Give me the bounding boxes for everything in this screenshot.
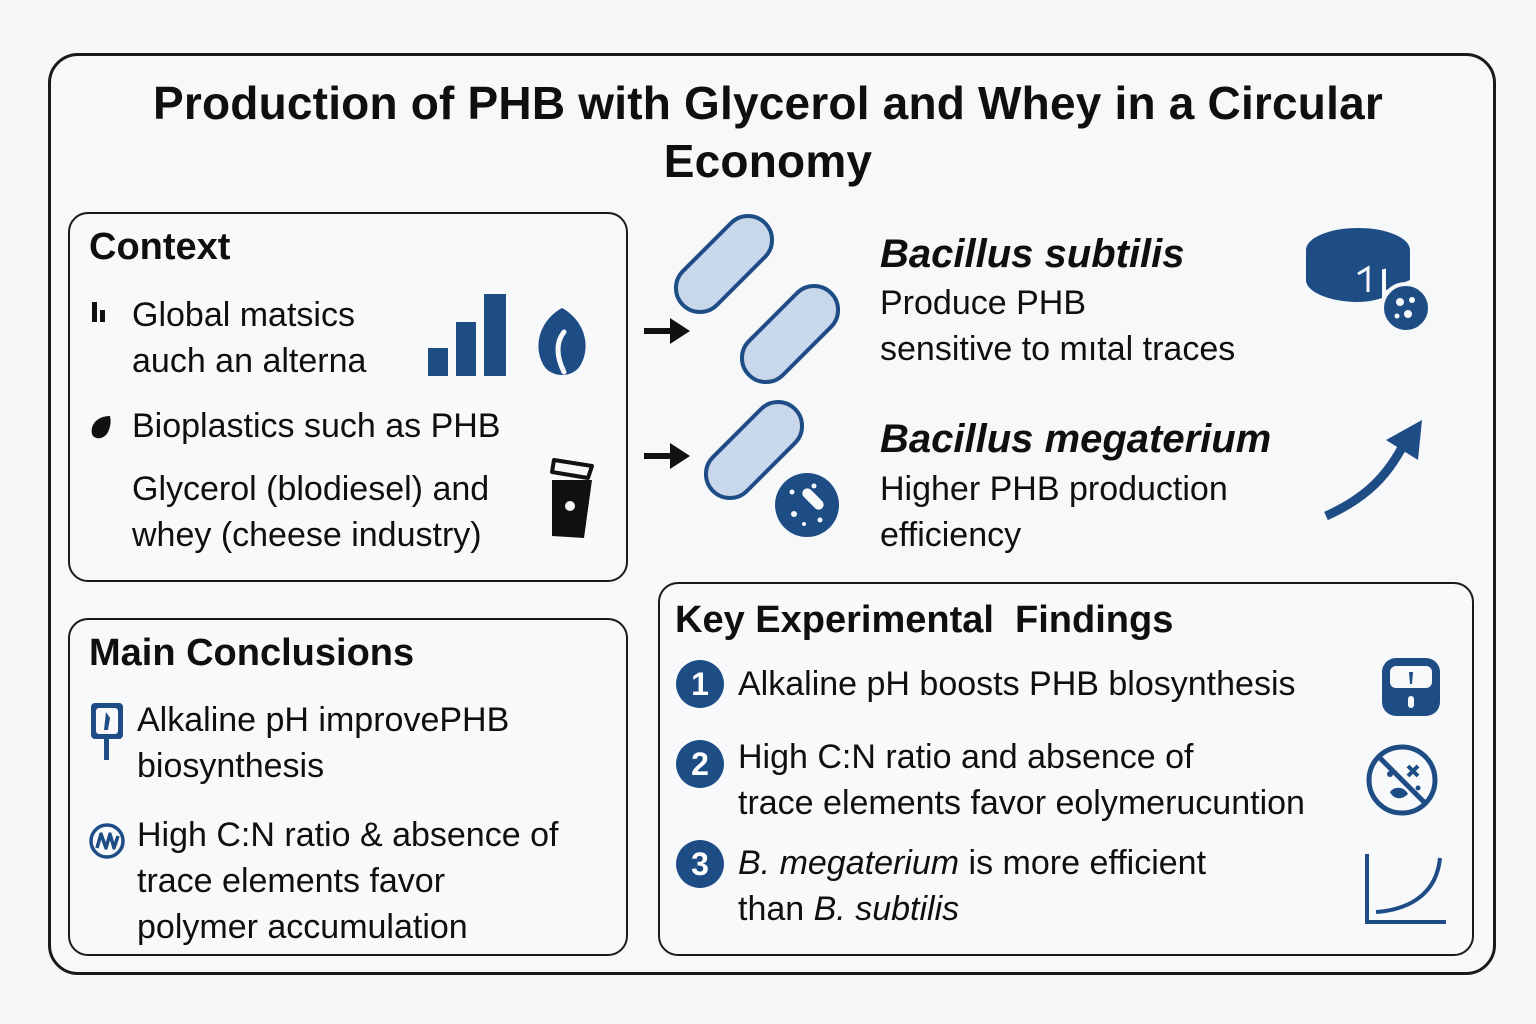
bacterium-1-line-1: Produce PHB [880, 284, 1086, 322]
conclusions-heading: Main Conclusions [89, 632, 415, 674]
finding-2-line-2: trace elements favor eolymerucuntion [738, 784, 1305, 822]
conclusion-1-line-1: Alkaline pH improvePHB [137, 701, 510, 739]
conclusion-2-line-2: trace elements favor [137, 862, 446, 900]
trend-up-arrow-icon [1322, 418, 1426, 520]
bar-chart-icon [428, 292, 508, 378]
conclusion-2-line-1: High C:N ratio & absence of [137, 816, 559, 854]
finding-1-number: 1 [676, 660, 724, 708]
cheese-wheel-icon [1302, 222, 1432, 336]
context-item-3-line-1: Glycerol (blodiesel) and [132, 470, 490, 508]
bacterium-2-line-2: efficiency [880, 516, 1022, 554]
context-item-1-line-2: auch an alterna [132, 342, 367, 380]
finding-3-line-2 [738, 886, 959, 932]
leaf-bullet-icon [90, 414, 112, 440]
context-item-2: Bioplastics such as PHB [132, 407, 501, 445]
finding-1-line-1: Alkaline pH boosts PHB blosynthesis [738, 665, 1296, 703]
context-item-3-line-2: whey (cheese industry) [132, 516, 482, 554]
no-trace-elements-icon [1364, 744, 1440, 816]
cup-icon [544, 456, 598, 542]
finding-3-number: 3 [676, 840, 724, 888]
finding-2-line-1: High C:N ratio and absence of [738, 738, 1194, 776]
scale-icon [1380, 656, 1442, 718]
conclusion-1-line-2: biosynthesis [137, 747, 325, 785]
arrow-right-icon [644, 316, 692, 346]
context-item-1-line-1: Global matsics [132, 296, 355, 334]
findings-heading: Key Experimental Findings [675, 599, 1174, 641]
finding-3-line-1 [738, 840, 1206, 886]
conclusion-2-line-3: polymer accumulation [137, 908, 468, 946]
arrow-right-icon [644, 441, 692, 471]
ph-meter-icon [90, 702, 124, 760]
nitrogen-circle-icon [88, 822, 126, 860]
page-title: Production of PHB with Glycerol and Whey in a Circular Economy [153, 77, 1383, 187]
rod-bacterium-icon [694, 206, 844, 386]
finding-3-species-1: B. megaterium [738, 844, 960, 882]
bacterium-2-name: Bacillus megaterium [880, 417, 1272, 461]
finding-3-line-2-plain: than [738, 890, 814, 928]
finding-3-line-1-rest: is more efficient [959, 844, 1207, 882]
finding-2-number: 2 [676, 740, 724, 788]
bacterium-2-line-1: Higher PHB production [880, 470, 1228, 508]
bullet-bars-icon [92, 302, 108, 326]
bacterium-1-line-2: sensitive to mıtal traces [880, 330, 1236, 368]
leaf-drop-icon [534, 306, 590, 378]
context-heading: Context [89, 226, 231, 268]
bacteria-cluster-icon [774, 472, 840, 538]
growth-curve-icon [1364, 854, 1448, 926]
finding-3-species-2: B. subtilis [813, 890, 960, 928]
bacterium-1-name: Bacillus subtilis [880, 232, 1185, 276]
